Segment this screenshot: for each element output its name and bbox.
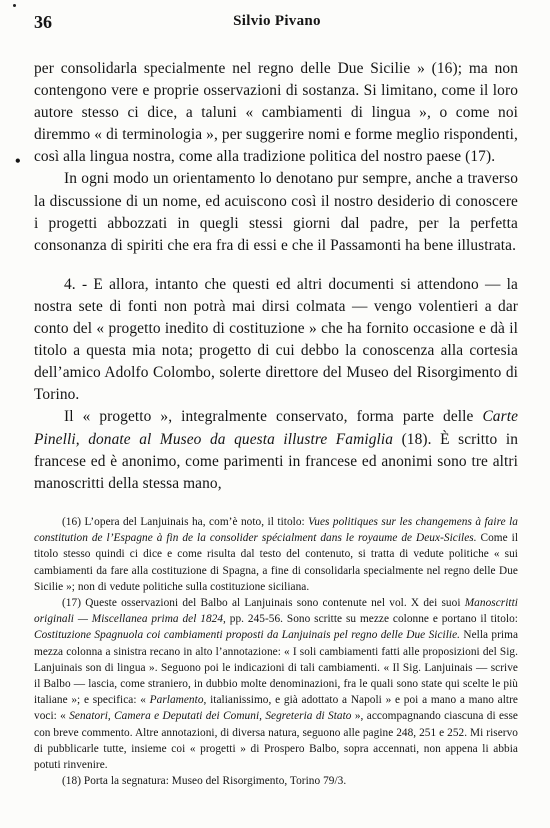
page-number: 36 <box>34 12 52 32</box>
paragraph <box>34 406 518 494</box>
paragraph: per consolidarla specialmente nel regno delle Due Sicilie » (16); ma non contengono vere e proprie osservazioni di sostanza. Si limitano, come il loro autore stesso ci dice, a taluni « cambiamenti di lingua », o come noi diremmo « di terminologia », per suggerire nomi e forme meglio rispondenti, così alla lingua nostra, come alla tradizione politica del nostro paese (17). <box>34 60 518 166</box>
footnote-italic: Senatori, Camera e Deputati dei Comuni, Segreteria di Stato <box>69 710 352 723</box>
paragraph: In ogni modo un orientamento lo denotano pur sempre, anche a traverso la discussione di un nome, ed acuiscono così il nostro desiderio di conoscere i progetti abbozzati in quegli stessi giorni dal padre, per la perfetta consonanza di spiriti che era fra di essi e che il Passamonti ha bene illustrata. <box>34 170 518 254</box>
page-header <box>34 12 520 36</box>
footnote-text: pp. 245-56. Sono scritte su mezze colonne e portano il titolo: <box>225 613 518 626</box>
footnote-18: (18) Porta la segnatura: Museo del Risorgimento, Torino 79/3. <box>62 775 347 788</box>
footnote-text: Nella prima mezza colonna a sinistra recano in alto l’annotazione: « I soli cambiamenti fatti alle proposizioni del Sig. Lanjuinais son di lingua ». Seguono poi le indicazioni di tali cambiamenti. « Il Sig. Lanjuinais — scrive il Balbo — lascia, come straniero, in dubbio molte denominazioni, fra le quali sono state qui scelte le più italiane »; e specifica: « <box>34 629 519 707</box>
footnote-16 <box>34 514 518 595</box>
italic-text-run: Carte Pinelli, donate al Museo da questa illustre Famiglia <box>34 408 518 448</box>
footnote-italic: Parlamento <box>149 694 204 707</box>
footnotes <box>34 514 518 789</box>
section-paragraph: 4. - E allora, intanto che questi ed altri documenti si attendono — la nostra sete di fonti non potrà mai dirsi colmata — vengo volentieri a dar conto del « progetto inedito di costituzione » che ha fornito occasione e dà il titolo a questa mia nota; progetto di cui debbo la conoscenza alla cortesia dell’amico Adolfo Colombo, solerte direttore del Museo del Risorgimento di Torino. <box>34 275 518 404</box>
footnote-17 <box>34 595 518 773</box>
text-run: Il « progetto », integralmente conservato, forma parte delle <box>64 408 483 426</box>
ink-speck <box>13 4 16 7</box>
footnote-text: », accompagnando ciascuna di esse con breve commento. Altre annotazioni, di diversa natura, seguono alle pagine 248, 251 e 252. Mi riservo di pubblicarle tutte, insieme coi « progetti » di Prospero Balbo, sopra accennati, non appena li abbia potuti rinvenire. <box>34 710 518 772</box>
footnote-text: Come il titolo stesso quindi ci dice e come risulta dal testo del contenuto, si tratta di vedute politiche « sui cambiamenti da fare alla costituzione di Spagna, a fine di consolidarla specialmente nel regno delle Due Sicilie »; non di vedute politiche sulla costituzione siciliana. <box>34 532 519 593</box>
footnote-italic: Manoscritti originali — Miscellanea prima del 1824, <box>34 597 518 626</box>
footnote-text: , italianissimo, e già adottato a Napoli » e poi a mano a mano altre voci: « <box>34 694 518 723</box>
footnote-italic: Costituzione Spagnuola coi cambiamenti proposti da Lanjuinais pel regno delle Due Sicilie. <box>34 629 461 642</box>
footnote-text: (17) Queste osservazioni del Balbo al Lanjuinais sono contenute nel vol. X dei suoi <box>62 597 465 610</box>
running-head: Silvio Pivano <box>233 13 321 29</box>
margin-bullet-mark: • <box>15 153 21 170</box>
main-text <box>34 58 518 495</box>
footnote-italic: Vues politiques sur les changemens à faire la constitution de l’Espagne à fin de la consolider spécialment dans le royaume de Deux-Siciles. <box>34 516 518 545</box>
text-run: (18). È scritto in francese ed è anonimo, come parimenti in francese ed anonimi sono tre altri manoscritti della stessa mano, <box>34 430 518 492</box>
footnote-text: (16) L’opera del Lanjuinais ha, com’è noto, il titolo: <box>62 516 309 528</box>
